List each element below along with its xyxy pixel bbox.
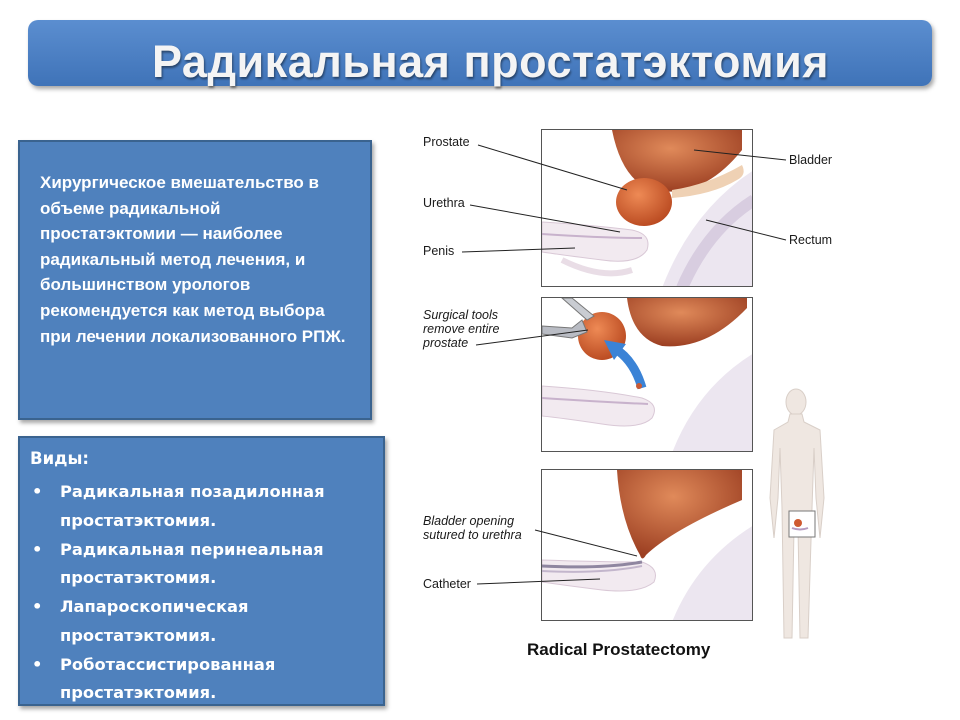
list-item: • Роботассистированная простатэктомия.: [32, 654, 276, 702]
list-item: • Радикальная перинеальная простатэктомия.: [32, 539, 324, 587]
result-illustration: [542, 470, 753, 621]
label-catheter: Catheter: [423, 577, 471, 591]
figure-caption: Radical Prostatectomy: [527, 640, 711, 659]
label-bladder-opening-1: Bladder opening: [423, 514, 515, 528]
anatomy-illustration: [542, 130, 753, 287]
label-penis: Penis: [423, 244, 455, 258]
label-prostate: Prostate: [423, 135, 470, 149]
list-item: • Радикальная позадилонная простатэктомия.: [32, 482, 325, 530]
label-bladder: Bladder: [789, 153, 833, 167]
label-bladder-opening-2: sutured to urethra: [423, 528, 522, 542]
label-surgical-tools-3: prostate: [423, 336, 469, 350]
human-figure: [762, 388, 832, 650]
anatomy-panel: [541, 129, 753, 287]
types-heading: Виды:: [30, 449, 89, 468]
types-list: [30, 478, 380, 708]
result-panel: [541, 469, 753, 621]
label-surgical-tools-1: Surgical tools: [423, 308, 499, 322]
list-item: • Лапароскопическая простатэктомия.: [32, 597, 249, 645]
description-text: Хирургическое вмешательство в объеме радикальной простатэктомии — наиболее радикальный метод лечения, и большинством урологов рекомендуется как метод выбора при лечении локализованного РПЖ.: [40, 173, 346, 346]
slide-title: Радикальная простатэктомия: [152, 36, 830, 87]
label-rectum: Rectum: [789, 233, 833, 247]
label-surgical-tools-2: remove entire: [423, 322, 500, 336]
surgery-panel: [541, 297, 753, 452]
label-urethra: Urethra: [423, 196, 465, 210]
surgery-illustration: [542, 298, 753, 452]
